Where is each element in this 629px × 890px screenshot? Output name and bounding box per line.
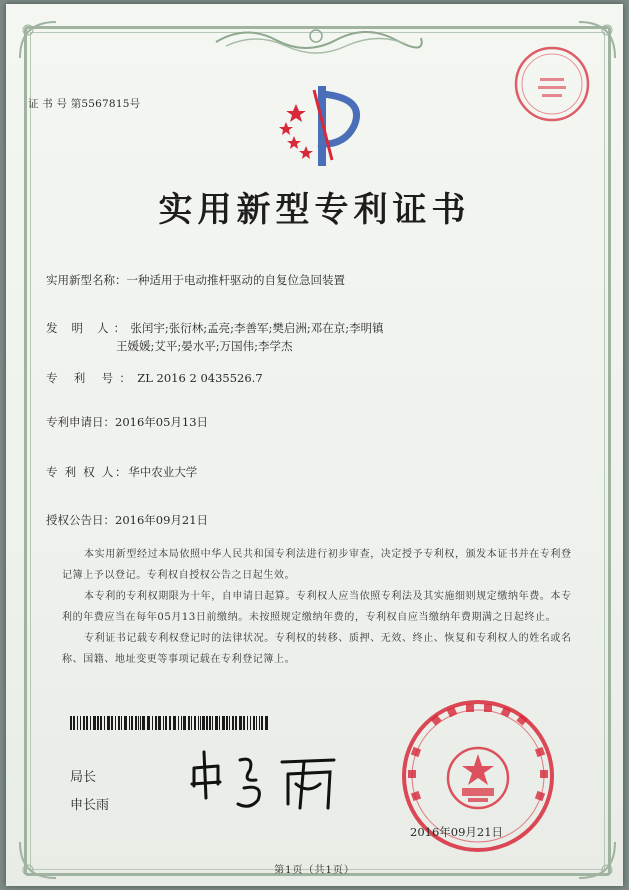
body-paragraph-2: 本专利的专利权期限为十年，自申请日起算。专利权人应当依照专利法及其实施细则规定缴纳年费。本专利的年费应当在每年05月13日前缴纳。未按照规定缴纳年费的，专利权自应当缴纳年费期满之日起终止。 (62, 591, 572, 623)
patentee-label: 专 利 权 人： (46, 465, 129, 479)
page-title: 实用新型专利证书 (158, 190, 471, 230)
patentee-value: 华中农业大学 (128, 465, 198, 479)
corner-ornament-icon (16, 18, 62, 64)
certificate-number: 证 书 号 第5567815号 (28, 98, 141, 110)
barcode-icon (70, 716, 270, 730)
certificate-page (6, 4, 623, 886)
grant-date-row (46, 512, 208, 528)
filing-date-value: 2016年05月13日 (115, 415, 209, 429)
page-footer: 第1页（共1页） (274, 865, 355, 876)
director-title: 局长 (70, 770, 97, 785)
utility-model-name-value: 一种适用于电动推杆驱动的自复位急回装置 (126, 273, 345, 287)
grant-date-label: 授权公告日： (46, 513, 115, 527)
inventors-line1: 张闰宇;张衍林;孟亮;李善军;樊启洲;邓在京;李明镇 (130, 321, 384, 335)
patentee-row (46, 464, 197, 480)
inventors-row-2 (116, 338, 293, 354)
director-name: 申长雨 (70, 798, 110, 813)
utility-model-name-row (46, 272, 345, 288)
utility-model-name-label: 实用新型名称： (46, 273, 127, 287)
body-paragraph-1: 本实用新型经过本局依照中华人民共和国专利法进行初步审查，决定授予专利权，颁发本证书并在专利登记簿上予以登记。专利权自授权公告之日起生效。 (62, 549, 572, 581)
corner-seal-icon (512, 44, 592, 124)
patent-number-value: ZL 2016 2 0435526.7 (137, 371, 263, 385)
top-ornament-icon (206, 22, 426, 56)
inventors-line2: 王媛媛;艾平;晏水平;万国伟;李学杰 (116, 339, 293, 353)
seal-date: 2016年09月21日 (410, 825, 504, 839)
grant-date-value: 2016年09月21日 (115, 513, 209, 527)
signature-icon (184, 738, 344, 818)
patent-number-row (46, 370, 263, 386)
patent-number-label: 专 利 号： (46, 371, 138, 385)
cnipa-logo-icon (274, 80, 370, 172)
filing-date-label: 专利申请日： (46, 415, 115, 429)
inventors-row (46, 320, 384, 336)
certificate-body (62, 544, 582, 670)
body-paragraph-3: 专利证书记载专利权登记时的法律状况。专利权的转移、质押、无效、终止、恢复和专利权人的姓名或名称、国籍、地址变更等事项记载在专利登记簿上。 (62, 633, 572, 665)
inventors-label: 发 明 人： (46, 321, 131, 335)
filing-date-row (46, 414, 208, 430)
